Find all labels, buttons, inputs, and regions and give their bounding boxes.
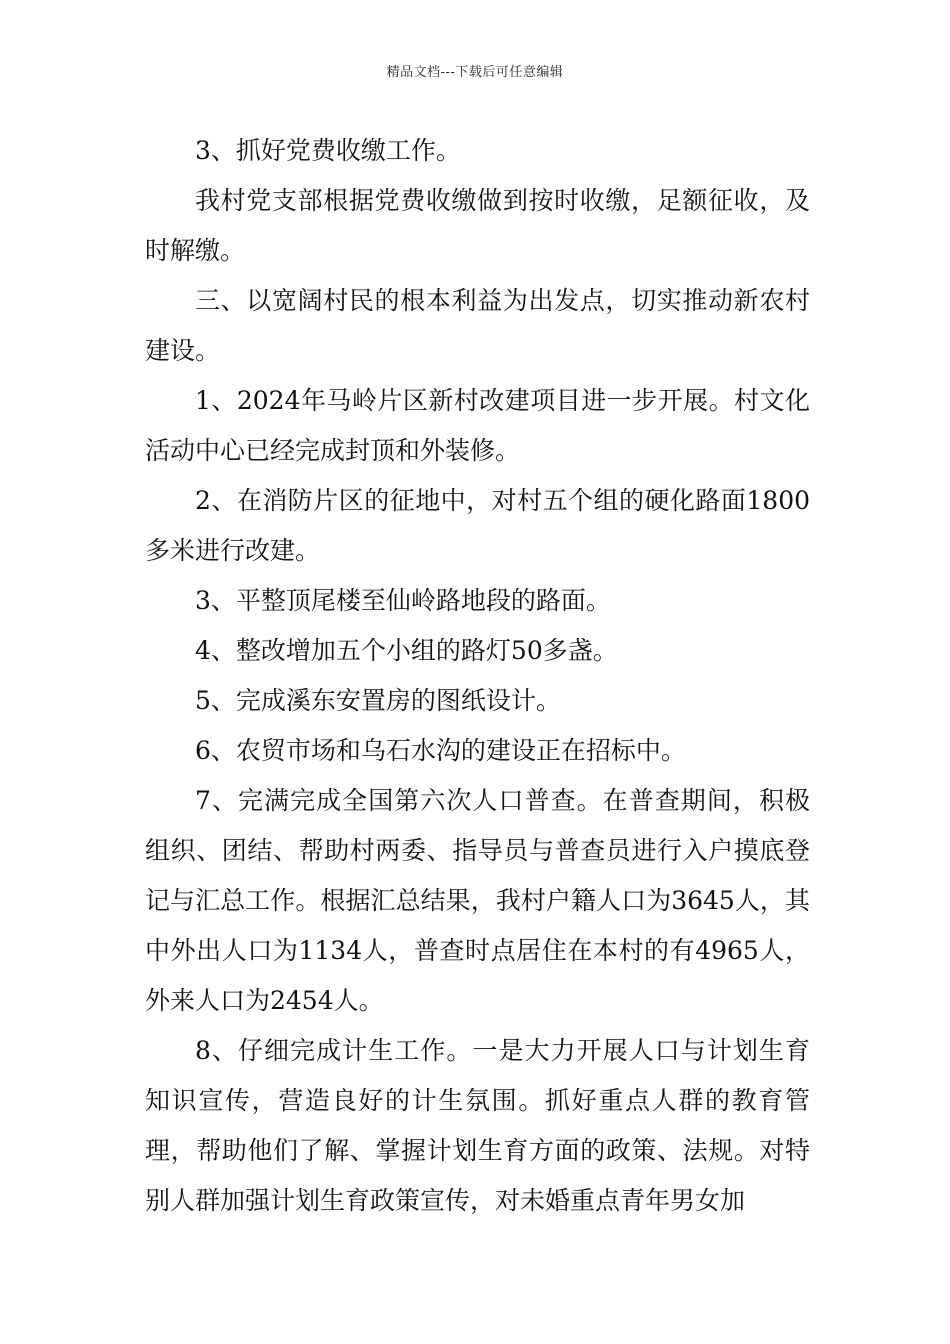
paragraph-item-5: 5、完成溪东安置房的图纸设计。 (195, 686, 561, 715)
paragraph-item-7: 7、完满完成全国第六次人口普查。在普查期间，积极组织、团结、帮助村两委、指导员与普查员进行入户摸底登记与汇总工作。根据汇总结果，我村户籍人口为3645人，其中外出人口为1134人，普查时点居住在本村的有4965人，外来人口为2454人。 (145, 786, 810, 1015)
paragraph-section-three-heading: 三、以宽阔村民的根本利益为出发点，切实推动新农村建设。 (145, 286, 810, 365)
paragraph-item-3: 3、平整顶尾楼至仙岭路地段的路面。 (195, 586, 611, 615)
page-header: 精品文档---下载后可任意编辑 (386, 65, 564, 80)
paragraph-party-fee-heading: 3、抓好党费收缴工作。 (195, 136, 461, 165)
paragraph-party-fee-body: 我村党支部根据党费收缴做到按时收缴，足额征收，及时解缴。 (145, 186, 810, 265)
paragraph-item-1: 1、2024年马岭片区新村改建项目进一步开展。村文化活动中心已经完成封顶和外装修。 (145, 386, 810, 465)
paragraph-item-6: 6、农贸市场和乌石水沟的建设正在招标中。 (195, 736, 686, 765)
document-body (145, 126, 810, 1226)
paragraph-item-2: 2、在消防片区的征地中，对村五个组的硬化路面1800多米进行改建。 (145, 486, 810, 565)
paragraph-item-4: 4、整改增加五个小组的路灯50多盏。 (195, 636, 618, 665)
paragraph-item-8: 8、仔细完成计生工作。一是大力开展人口与计划生育知识宣传，营造良好的计生氛围。抓好重点人群的教育管理，帮助他们了解、掌握计划生育方面的政策、法规。对特别人群加强计划生育政策宣传，对未婚重点青年男女加 (145, 1036, 810, 1215)
